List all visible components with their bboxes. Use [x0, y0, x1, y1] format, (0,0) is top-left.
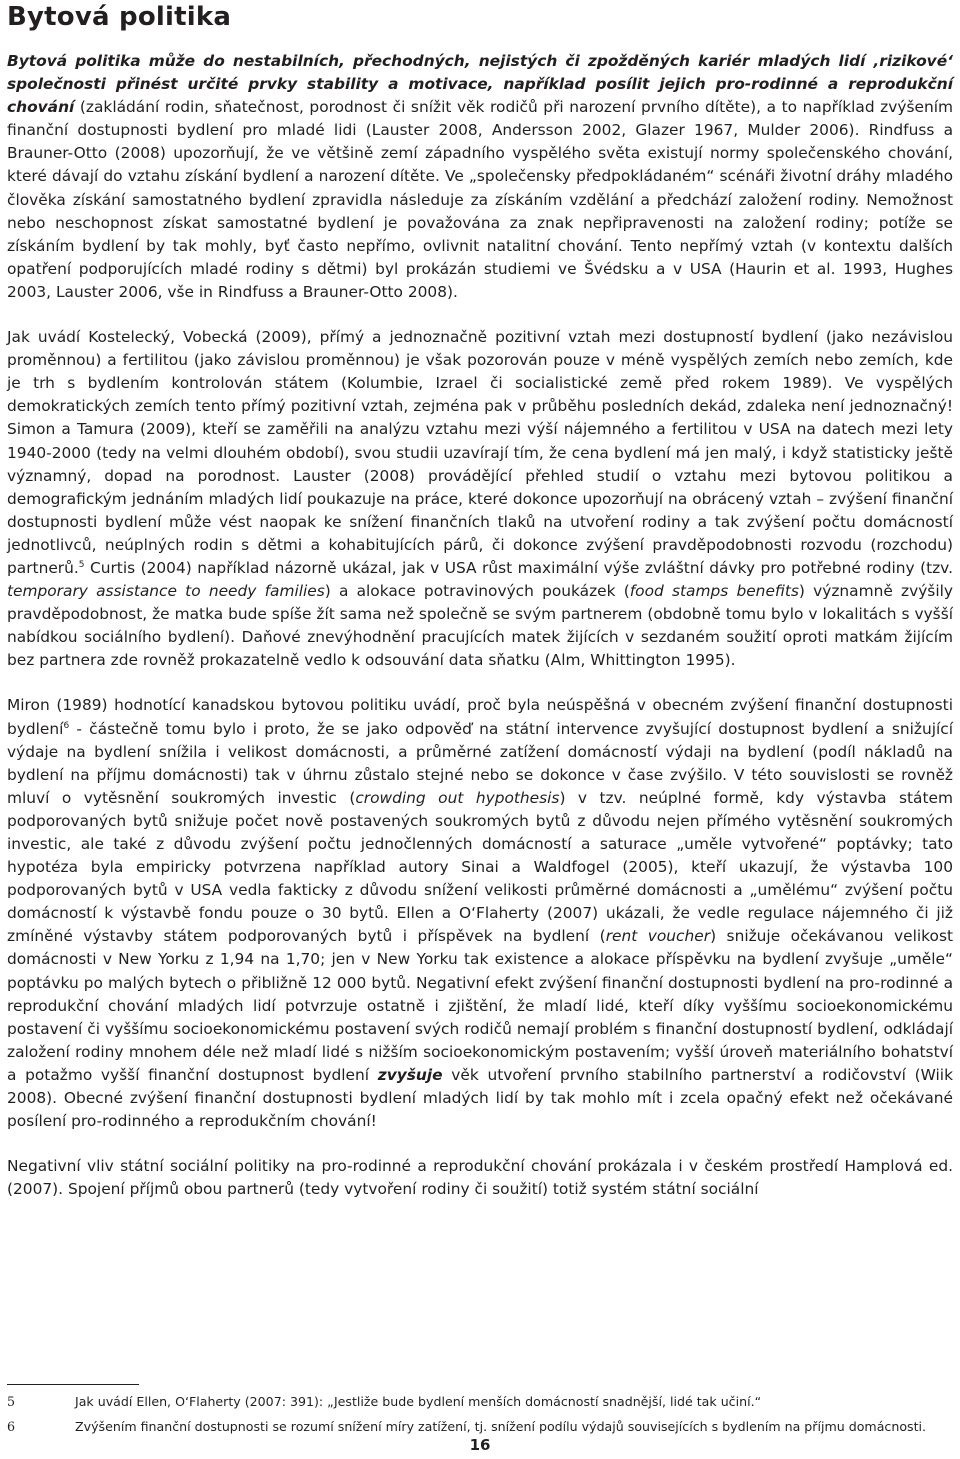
- paragraph-2-text-a: Jak uvádí Kostelecký, Vobecká (2009), přímý a jednoznačně pozitivní vztah mezi dostupností bydlení (jako nezávislou proměnnou) a fertilitou (jako závislou proměnnou) je však pozorován pouze v méně vyspělých zemích nebo zemích, kde je trh s bydlením kontrolován státem (Kolumbie, Izrael či socialistické země před rokem 1989). Ve vyspělých demokratických zemích tento přímý pozitivní vztah, zejména pak v průběhu posledních dekád, zdaleka není jednoznačný! Simon a Tamura (2009), kteří se zaměřili na analýzu vztahu mezi výší nájemného a fertilitou v USA na datech mezi lety 1940-2000 (tedy na velmi dlouhém období), svou studii uzavírají tím, že cena bydlení má jen malý, i když statisticky ještě významný, dopad na porodnost. Lauster (2008) provádějící přehled studií o vztahu mezi bytovou politikou a demografickým jednáním mladých lidí poukazuje na práce, které dokonce upozorňují na obrácený vztah – zvýšení finanční dostupnosti bydlení může vést naopak ke snížení finančních tlaků na utvoření rodiny a tak zvýšení počtu domácností jednotlivců, neúplných rodin s dětmi a kohabitujících párů, či dokonce zvýšení pravděpodobnosti rozvodu (rozchodu) partnerů.: [7, 328, 953, 577]
- footnote-number: 6: [7, 1419, 16, 1434]
- paragraph-2-text-c: ) a alokace potravinových poukázek (: [324, 582, 630, 601]
- body-text: [7, 50, 953, 1201]
- footnotes: [7, 1392, 953, 1442]
- italic-term-crowding-out: crowding out hypothesis: [355, 788, 560, 807]
- paragraph-3-text-e: věk utvoření prvního stabilního partnerství a rodičovství (Wiik 2008). Obecné zvýšení finanční dostupnosti bydlení mladých lidí by tak mohlo mít i zcela opačný efekt než očekávané posílení pro-rodinného a reprodukčním chování!: [7, 1065, 953, 1131]
- footnote-5: [7, 1392, 953, 1411]
- footnote-ref-6: 6: [63, 720, 70, 731]
- italic-term-tanf: temporary assistance to needy families: [7, 582, 325, 601]
- lead-bold-italic: Bytová politika může do nestabilních, přechodných, nejistých či zpožděných kariér mladých lidí ‚rizikové‘ společnosti přinést určité prvky stability a motivace, například posílit jejich pro-rodinné a reprodukční chování: [7, 52, 953, 117]
- footnote-text: Jak uvádí Ellen, O‘Flaherty (2007: 391): „Jestliže bude bydlení menších domácností snadnější, lidé tak učiní.“: [75, 1394, 762, 1409]
- italic-term-rent-voucher: rent voucher: [605, 927, 711, 946]
- paragraph-2: [7, 326, 953, 672]
- page-title: Bytová politika: [7, 2, 232, 32]
- paragraph-2-text-b: Curtis (2004) například názorně ukázal, jak v USA růst maximální výše zvláštní dávky pro potřebné rodiny (tzv.: [84, 558, 953, 577]
- paragraph-1-rest: (zakládání rodin, sňatečnost, porodnost či snížit věk rodičů při narození prvního dítěte), a to například zvýšením finanční dostupnosti bydlení pro mladé lidi (Lauster 2008, Andersson 2002, Glazer 1967, Mulder 2006). Rindfuss a Brauner-Otto (2008) upozorňují, že ve většině zemí západního vyspělého světa existují normy společenského chování, které dávají do vztahu získání bydlení a narození dítěte. Ve „společensky předpokládaném“ scénáři životní dráhy mladého člověka získání samostatného bydlení zpravidla následuje za získáním vzdělání a předchází založení rodiny. Nemožnost nebo neschopnost získat samostatné bydlení je považována za znak nepřipravenosti na založení rodiny; potíže se získáním bydlení by tak mohly, byť často nepřímo, ovlivnit natalitní chování. Tento nepřímý vztah (v kontextu dalších opatření podporujících mladé rodiny s dětmi) byl prokázán studiemi ve Švédsku a v USA (Haurin et al. 1993, Hughes 2003, Lauster 2006, vše in Rindfuss a Brauner-Otto 2008).: [7, 98, 953, 301]
- footnote-text: Zvýšením finanční dostupnosti se rozumí snížení míry zatížení, tj. snížení podílu výdajů souvisejících s bydlením na příjmu domácnosti.: [75, 1419, 927, 1434]
- page-number: 16: [469, 1436, 491, 1454]
- footnote-ref-5: 5: [78, 559, 85, 570]
- footnote-separator: [7, 1384, 139, 1385]
- footnote-number: 5: [7, 1394, 16, 1409]
- paragraph-3-text-a: Miron (1989) hodnotící kanadskou bytovou politiku uvádí, proč byla neúspěšná v obecném zvýšení finanční dostupnosti bydlení: [7, 696, 953, 738]
- paragraph-3: [7, 694, 953, 1133]
- paragraph-3-text-d: ) snižuje očekávanou velikost domácnosti v New Yorku z 1,94 na 1,70; jen v New Yorku tak existence a alokace příspěvku na bydlení zvyšuje „uměle“ poptávku po malých bytech o přibližně 12 000 bytů. Negativní efekt zvýšení finanční dostupnosti bydlení na pro-rodinné a reprodukční chování mladých lidí potvrzuje ostatně i zjištění, že mladí lidé, kteří díky vyššímu socioekonomickému postavení či vyššímu socioekonomickému postavení svých rodičů nemají problém s finanční dostupností bydlení, odkládají založení rodiny mnohem déle než mladí lidé s nižším socioekonomickým postavením; vyšší úroveň materiálního bohatství a potažmo vyšší finanční dostupnost bydlení: [7, 927, 953, 1084]
- paragraph-3-text-c: ) v tzv. neúplné formě, kdy výstavba státem podporovaných bytů snižuje počet nově postavených soukromých bytů z důvodu nejen přímého vytěsnění soukromých investic, ale také z důvodu zvýšení počtu jednočlenných domácností a saturace „uměle vytvořené“ poptávky; tato hypotéza byla empiricky potvrzena například autory Sinai a Waldfogel (2005), kteří ukazují, že výstavba 100 podporovaných bytů v USA vedla fakticky z důvodu snížení velikosti průměrné domácnosti a „umělému“ zvýšení počtu domácností k výstavbě fondu pouze o 30 bytů. Ellen a O‘Flaherty (2007) ukázali, že vedle regulace nájemného či již zmíněné výstavby státem podporovaných bytů i příspěvek na bydlení (: [7, 788, 953, 946]
- paragraph-1: [7, 50, 953, 304]
- italic-term-food-stamps: food stamps benefits: [629, 582, 799, 601]
- emphasis-zvysuje: zvyšuje: [377, 1065, 443, 1084]
- paragraph-2-text-d: ) významně zvýšily pravděpodobnost, že matka bude spíše žít sama než společně se svým partnerem (obdobně tomu bylo v lokalitách s vyšší nabídkou sociálního bydlení). Daňové znevýhodnění pracujících matek žijících v sezdaném soužití oproti matkám žijícím bez partnera zde rovněž prokazatelně vedlo k odsouvání data sňatku (Alm, Whittington 1995).: [7, 582, 953, 670]
- footnote-6: [7, 1417, 953, 1436]
- paragraph-4: Negativní vliv státní sociální politiky na pro-rodinné a reprodukční chování prokázala i v českém prostředí Hamplová ed. (2007). Spojení příjmů obou partnerů (tedy vytvoření rodiny či soužití) totiž systém státní sociální: [7, 1157, 953, 1199]
- paragraph-3-text-b: - částečně tomu bylo i proto, že se jako odpověď na státní intervence zvyšující dostupnost bydlení a snižující výdaje na bydlení snížila i velikost domácnosti, a průměrné zatížení domácností výdaji na bydlení (podíl nákladů na bydlení na příjmu domácnosti) tak v úhrnu zůstalo stejné nebo se dokonce v čase zvýšilo. V této souvislosti se rovněž mluví o vytěsnění soukromých investic (: [7, 719, 953, 807]
